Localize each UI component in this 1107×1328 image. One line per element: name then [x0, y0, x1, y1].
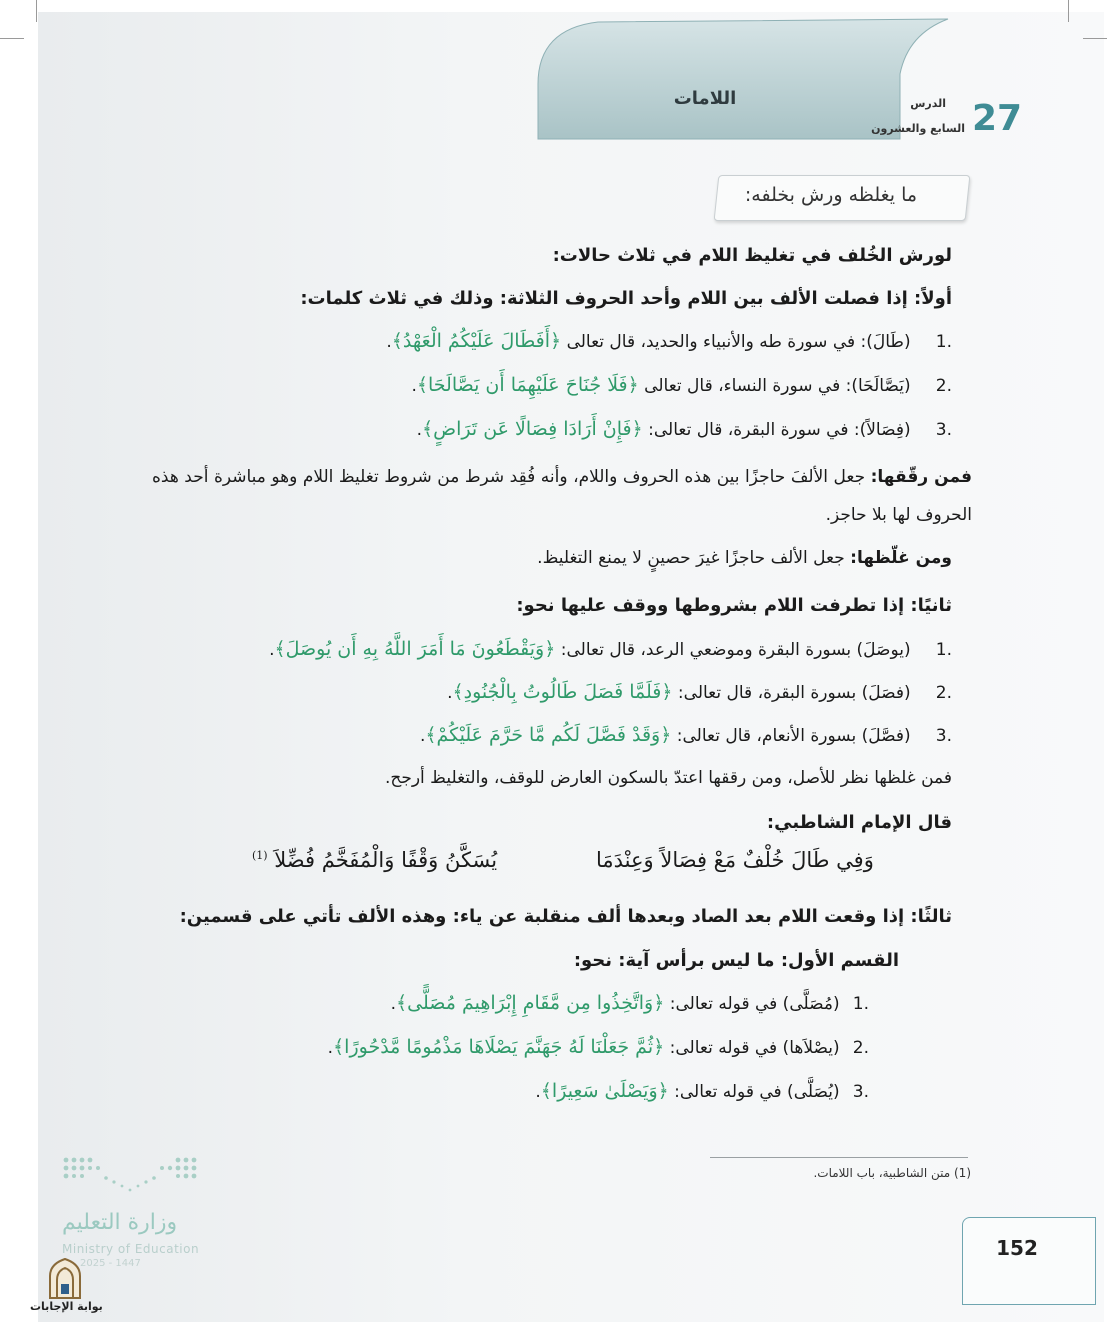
item-text: (مُصَلَّى) في قوله تعالى:	[669, 994, 840, 1014]
lesson-number: 27	[972, 98, 1023, 139]
case2-item	[269, 638, 952, 660]
case2-note: فمن غلظها نظر للأصل، ومن رققها اعتدّ بالسكون العارض للوقف، والتغليظ أرجح.	[384, 768, 952, 788]
quran-ayah: ﴿فَلَمَّا فَصَلَ طَالُوتُ بِالْجُنُودِ﴾	[452, 681, 673, 703]
lesson-ordinal: السابع والعشرون	[871, 122, 965, 135]
item-text: (يصْلاَها) في قوله تعالى:	[669, 1038, 840, 1058]
ministry-logo-dots-icon	[62, 1156, 198, 1200]
crop-mark	[0, 38, 24, 39]
item-number: .2	[852, 1038, 869, 1058]
item-end: .	[416, 420, 422, 440]
item-number: .2	[935, 683, 952, 703]
item-number: .1	[935, 332, 952, 352]
quran-ayah: ﴿وَيَصْلَىٰ سَعِيرًا﴾	[540, 1080, 669, 1102]
quran-ayah: ﴿فَلَا جُنَاحَ عَلَيْهِمَا أَن يَصَّالَحَا﴾	[416, 374, 639, 396]
quran-ayah: ﴿أَفَطَالَ عَلَيْكُمُ الْعَهْدُ﴾	[391, 330, 562, 352]
crop-mark	[36, 0, 37, 22]
case2-item	[447, 681, 952, 703]
item-number: .1	[935, 640, 952, 660]
verse-first-hemistich: وَفِي طَالَ خُلْفٌ مَعْ فِصَالاً وَعِنْدَمَا	[596, 848, 874, 872]
taghliz-label: ومن غلّظها:	[850, 548, 952, 568]
crop-mark	[1068, 0, 1069, 22]
item-number: .1	[852, 994, 869, 1014]
lesson-title: اللامات	[673, 88, 737, 109]
item-text: (يَصَّالَحَا): في سورة النساء، قال تعالى	[644, 376, 911, 396]
ministry-year: 2025 - 1447	[80, 1258, 141, 1269]
portal-watermark: بوابة الإجابات	[30, 1300, 103, 1313]
page-number-box	[962, 1217, 1096, 1305]
item-number: .3	[935, 420, 952, 440]
quran-ayah: ﴿وَاتَّخِذُوا مِن مَّقَامِ إِبْرَاهِيمَ مُصَلًّى﴾	[396, 992, 665, 1014]
quran-ayah: ﴿ثُمَّ جَعَلْنَا لَهُ جَهَنَّمَ يَصْلَاهَا مَذْمُومًا مَّدْحُورًا﴾	[333, 1036, 665, 1058]
footnote-divider	[710, 1157, 968, 1158]
item-end: .	[390, 994, 397, 1014]
ministry-name-arabic: وزارة التعليم	[62, 1210, 178, 1235]
crop-mark	[1083, 38, 1107, 39]
verse-second-text: يُسَكَّنُ وَقْفًا وَالْمُفَخَّمُ فُضِّلاَ	[274, 848, 498, 872]
item-number: .2	[935, 376, 952, 396]
tarqiq-paragraph	[152, 458, 972, 534]
item-text: (فصَّلَ) بسورة الأنعام، قال تعالى:	[676, 726, 911, 746]
item-end: .	[327, 1038, 334, 1058]
quran-ayah: ﴿وَقَدْ فَصَّلَ لَكُم مَّا حَرَّمَ عَلَيْكُمْ﴾	[425, 724, 672, 746]
ministry-name-english: Ministry of Education	[62, 1242, 200, 1256]
case3-heading: ثالثًا: إذا وقعت اللام بعد الصاد وبعدها ألف منقلبة عن ياء: وهذه الألف تأتي على قسمين:	[179, 906, 952, 927]
item-end: .	[269, 640, 275, 660]
case1-item	[417, 418, 952, 440]
intro-heading: لورش الخُلف في تغليظ اللام في ثلاث حالات:	[552, 245, 952, 266]
item-text: (فصَلَ) بسورة البقرة، قال تعالى:	[677, 683, 911, 703]
verse-second-hemistich	[252, 848, 497, 872]
item-end: .	[447, 683, 453, 703]
footnote: (1) متن الشاطبية، باب اللامات.	[813, 1166, 971, 1180]
item-text: (فِصَالاً): في سورة البقرة، قال تعالى:	[648, 420, 911, 440]
section-title: ما يغلظه ورش بخلفه:	[744, 184, 918, 206]
case2-heading: ثانيًا: إذا تطرفت اللام بشروطها ووقف عليها نحو:	[516, 595, 952, 616]
case1-heading: أولاً: إذا فصلت الألف بين اللام وأحد الحروف الثلاثة: وذلك في ثلاث كلمات:	[300, 288, 952, 309]
tarqiq-label: فمن رقّقها:	[870, 467, 972, 487]
item-end: .	[419, 726, 426, 746]
item-text: (طَالَ): في سورة طه والأنبياء والحديد، قال تعالى	[566, 332, 911, 352]
item-number: .3	[935, 726, 952, 746]
case1-item	[411, 374, 952, 396]
lesson-label: الدرس	[910, 97, 946, 110]
taghliz-line	[537, 548, 952, 568]
item-end: .	[411, 376, 417, 396]
item-text: (يُصَلَّى) في قوله تعالى:	[674, 1082, 840, 1102]
item-text: (يوصَلَ) بسورة البقرة وموضعي الرعد، قال تعالى:	[560, 640, 911, 660]
page-number: 152	[996, 1236, 1038, 1260]
shatibi-label: قال الإمام الشاطبي:	[766, 812, 952, 833]
taghliz-text: جعل الألف حاجزًا غيرَ حصينٍ لا يمنع التغليظ.	[537, 548, 845, 568]
item-number: .3	[852, 1082, 869, 1102]
item-end: .	[535, 1082, 541, 1102]
quran-ayah: ﴿فَإِنْ أَرَادَا فِصَالًا عَن تَرَاضٍ﴾	[422, 418, 643, 440]
quran-ayah: ﴿وَيَقْطَعُونَ مَا أَمَرَ اللَّهُ بِهِ أَن يُوصَلَ﴾	[274, 638, 556, 660]
case3-item	[391, 992, 869, 1014]
tarqiq-text: جعل الألفَ حاجزًا بين هذه الحروف واللام، وأنه فُقِد شرط من شروط تغليظ اللام وهو مباشرة أحد هذه الحروف لها بلا حاجز.	[152, 467, 972, 525]
case3-item	[328, 1036, 869, 1058]
case2-item	[420, 724, 952, 746]
case3-subheading: القسم الأول: ما ليس برأس آية: نحو:	[573, 950, 899, 971]
portal-logo-icon	[46, 1256, 84, 1300]
footnote-marker: (1)	[252, 849, 268, 862]
case3-item	[535, 1080, 869, 1102]
item-end: .	[386, 332, 392, 352]
case1-item	[386, 330, 952, 352]
